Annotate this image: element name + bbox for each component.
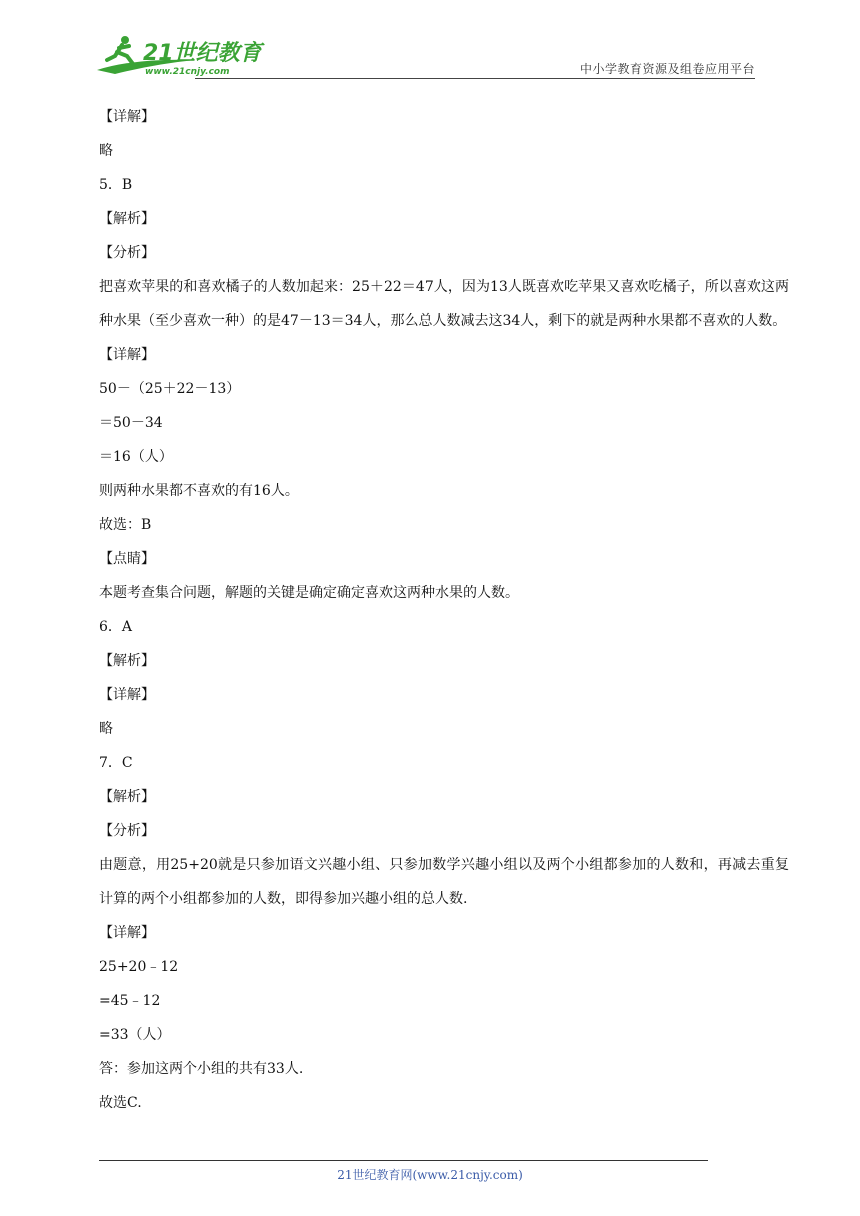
heading-explanation: 【解析】 bbox=[99, 653, 155, 669]
analysis-paragraph: 把喜欢苹果的和喜欢橘子的人数加起来：25＋22＝47人，因为13人既喜欢吃苹果又喜欢吃橘子，所以喜欢这两种水果（至少喜欢一种）的是47－13＝34人，那么总人数减去这34人，剩下的就是两种水果都不喜欢的人数。 bbox=[99, 279, 789, 329]
text-omitted: 略 bbox=[99, 721, 113, 737]
calc-step: 25+20﹣12 bbox=[99, 959, 179, 975]
calc-step: =45﹣12 bbox=[99, 993, 161, 1009]
choice-text: 故选C. bbox=[99, 1095, 142, 1111]
svg-text:www.21cnjy.com: www.21cnjy.com bbox=[145, 67, 230, 77]
logo bbox=[95, 30, 265, 80]
heading-explanation: 【解析】 bbox=[99, 789, 155, 805]
heading-detail: 【详解】 bbox=[99, 109, 155, 125]
heading-analysis: 【分析】 bbox=[99, 823, 155, 839]
calc-step: =33（人） bbox=[99, 1027, 171, 1043]
header-tagline: 中小学教育资源及组卷应用平台 bbox=[579, 62, 755, 76]
heading-detail: 【详解】 bbox=[99, 347, 155, 363]
heading-explanation: 【解析】 bbox=[99, 211, 155, 227]
calc-step: ＝16（人） bbox=[99, 449, 173, 465]
conclusion-text: 则两种水果都不喜欢的有16人。 bbox=[99, 483, 299, 499]
heading-detail: 【详解】 bbox=[99, 687, 155, 703]
answer-5: 5．B bbox=[99, 177, 133, 193]
answer-6: 6．A bbox=[99, 619, 133, 635]
comment-text: 本题考查集合问题，解题的关键是确定确定喜欢这两种水果的人数。 bbox=[99, 585, 519, 601]
header-rule bbox=[195, 78, 755, 79]
heading-analysis: 【分析】 bbox=[99, 245, 155, 261]
calc-step: 50－（25＋22－13） bbox=[99, 381, 241, 397]
calc-step: ＝50－34 bbox=[99, 415, 163, 431]
choice-text: 故选：B bbox=[99, 517, 152, 533]
footer-rule bbox=[99, 1160, 708, 1161]
answer-7: 7．C bbox=[99, 755, 133, 771]
text-omitted: 略 bbox=[99, 143, 113, 159]
svg-text:21世纪教育: 21世纪教育 bbox=[143, 41, 262, 66]
footer-link[interactable]: 21世纪教育网(www.21cnjy.com) bbox=[337, 1168, 523, 1182]
heading-comment: 【点睛】 bbox=[99, 551, 155, 567]
answer-text: 答：参加这两个小组的共有33人. bbox=[99, 1061, 304, 1077]
logo-graphic bbox=[95, 30, 265, 80]
analysis-paragraph: 由题意，用25+20就是只参加语文兴趣小组、只参加数学兴趣小组以及两个小组都参加的人数和，再减去重复计算的两个小组都参加的人数，即得参加兴趣小组的总人数. bbox=[99, 857, 789, 907]
page-header bbox=[95, 30, 755, 82]
document-body bbox=[99, 100, 789, 1120]
heading-detail: 【详解】 bbox=[99, 925, 155, 941]
